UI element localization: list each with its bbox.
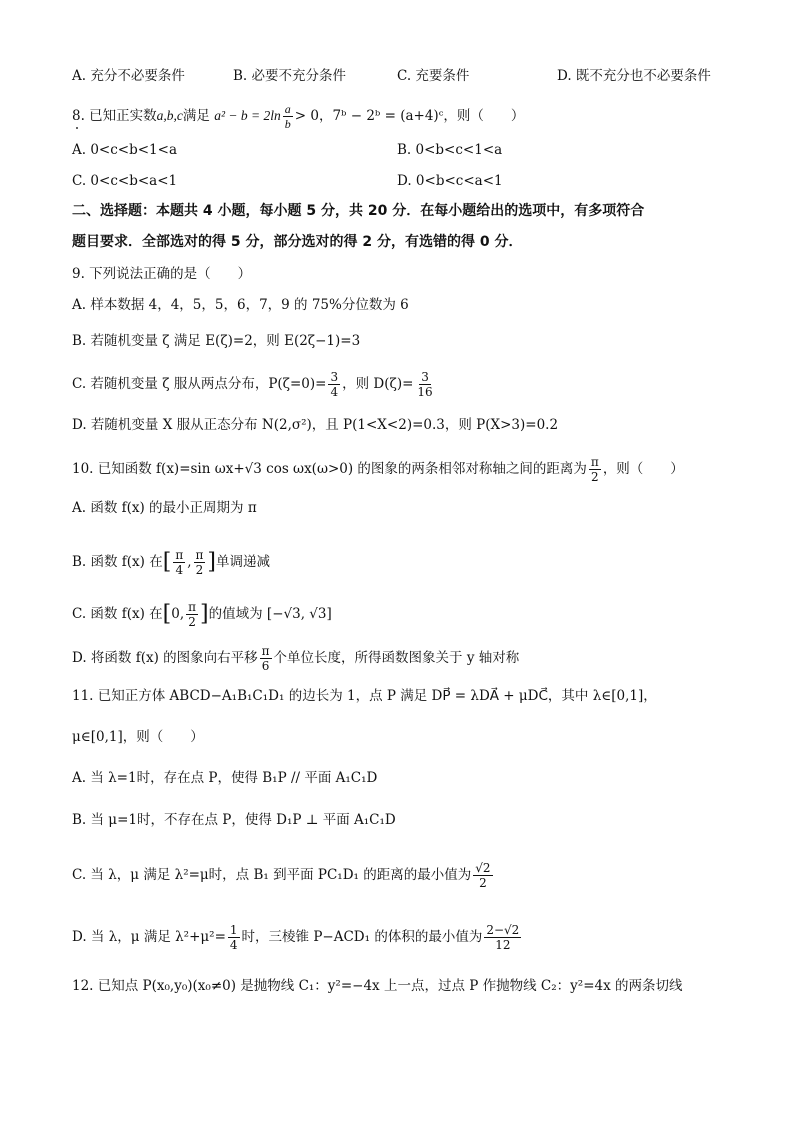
q8-fraction [283, 102, 293, 131]
q10-option-a: A. 函数 f(x) 的最小正周期为 π [72, 500, 257, 516]
q10-d-frac [260, 644, 272, 673]
frac-num: π [195, 548, 204, 562]
frac-den: 16 [417, 385, 433, 399]
frac-den: 2 [479, 876, 487, 890]
frac-num: π [175, 548, 184, 562]
q8-option-c: C. 0<c<b<a<1 [72, 173, 178, 189]
q8-stem-text: 8. 已知正实数 [72, 108, 157, 124]
q10-b-frac1 [173, 548, 185, 577]
q8-stem-text-b: 满足 [182, 108, 210, 124]
bracket-right: ] [200, 601, 209, 627]
q10-c-text-b: 的值域为 [−√3, √3] [208, 606, 332, 622]
q8-frac-num: a [284, 102, 291, 116]
frac-den: 4 [175, 563, 184, 577]
q10-option-b: B. 函数 f(x) 在[ $\frac{\pi}{4}$ , $\frac{\pi}{2}$ ]单调递减 [72, 548, 270, 577]
frac-den: 12 [495, 938, 511, 952]
bracket-right: ] [207, 549, 216, 575]
frac-num: √2 [475, 861, 491, 875]
q9-option-a: A. 样本数据 4，4，5，5，6，7，9 的 75%分位数为 6 [72, 297, 409, 313]
q10-stem [72, 455, 684, 484]
q8-eq2: > 0，7ᵇ − 2ᵇ = (a+4)ᶜ，则（ ） [294, 108, 525, 124]
q10-stem-text-b: ，则（ ） [602, 461, 684, 477]
frac-num: 1 [229, 923, 238, 937]
q9-option-d: D. 若随机变量 X 服从正态分布 N(2,σ²)，且 P(1<X<2)=0.3，则 P(X>3)=0.2 [72, 417, 559, 433]
section2-line1: 二、选择题：本题共 4 小题，每小题 5 分，共 20 分．在每小题给出的选项中，有多项符合 [72, 203, 645, 219]
q10-stem-frac [589, 455, 601, 484]
q8-vars: a,b,c [156, 108, 183, 123]
q10-b-text-a: B. 函数 f(x) 在 [72, 554, 163, 570]
q9-option-c [72, 370, 437, 399]
frac-den: 6 [261, 659, 270, 673]
bracket-left: [ [162, 549, 172, 575]
q7-option-c: C. 充要条件 [397, 68, 470, 84]
frac-den: 2 [195, 563, 204, 577]
q9-c-text-a: C. 若随机变量 ζ 服从两点分布，P(ζ=0)= [72, 376, 327, 392]
q10-d-text-a: D. 将函数 f(x) 的图象向右平移 [72, 650, 258, 666]
margin-dot [76, 127, 78, 129]
q9-stem: 9. 下列说法正确的是（ ） [72, 266, 252, 282]
q7-option-b: B. 必要不充分条件 [233, 68, 347, 84]
frac-num: π [261, 644, 270, 658]
frac-num: π [188, 600, 197, 614]
q11-c-frac [473, 861, 492, 890]
q10-c-text-a: C. 函数 f(x) 在 [72, 606, 163, 622]
frac-den: 2 [188, 615, 196, 629]
frac-den: 2 [591, 470, 599, 484]
q11-option-d [72, 923, 523, 952]
q11-d-frac1 [228, 923, 240, 952]
bracket-left: [ [162, 601, 172, 627]
q10-stem-text: 10. 已知函数 f(x)=sin ωx+√3 cos ωx(ω>0) 的图象的两条相邻对称轴之间的距离为 [72, 461, 587, 477]
frac-num: 3 [421, 370, 429, 384]
q10-option-c: C. 函数 f(x) 在[0, $\frac{\pi}{2}$ ]的值域为 [−√3, √3] [72, 600, 332, 629]
q9-c-frac1 [328, 370, 340, 399]
q8-eq1: a² − b = 2ln [214, 108, 281, 123]
q8-stem [72, 102, 524, 131]
frac-num: 2−√2 [486, 923, 520, 937]
q8-option-d: D. 0<b<c<a<1 [397, 173, 503, 189]
q10-option-d [72, 644, 519, 673]
q7-option-d: D. 既不充分也不必要条件 [557, 68, 711, 84]
q9-c-text-b: ，则 D(ζ)= [342, 376, 414, 392]
q8-option-b: B. 0<b<c<1<a [397, 142, 503, 158]
q11-d-text-a: D. 当 λ，μ 满足 λ²+μ²= [72, 929, 226, 945]
q10-b-frac2 [194, 548, 206, 577]
frac-num: π [590, 455, 599, 469]
q8-frac-den: b [284, 117, 291, 131]
q12-stem: 12. 已知点 P(x₀,y₀)(x₀≠0) 是抛物线 C₁：y²=−4x 上一点，过点 P 作抛物线 C₂：y²=4x 的两条切线 [72, 978, 683, 994]
q10-d-text-b: 个单位长度，所得函数图象关于 y 轴对称 [273, 650, 520, 666]
frac-num: 3 [330, 370, 339, 384]
q11-option-a: A. 当 λ=1时，存在点 P，使得 B₁P // 平面 A₁C₁D [72, 770, 378, 786]
q9-option-b: B. 若随机变量 ζ 满足 E(ζ)=2，则 E(2ζ−1)=3 [72, 333, 361, 349]
q10-c-frac [186, 600, 198, 629]
frac-den: 4 [330, 385, 339, 399]
q11-option-c [72, 861, 495, 890]
q11-stem-line1: 11. 已知正方体 ABCD−A₁B₁C₁D₁ 的边长为 1，点 P 满足 DP⃗ = λDA⃗ + μDC⃗，其中 λ∈[0,1]， [72, 688, 657, 704]
q11-c-text-a: C. 当 λ，μ 满足 λ²=μ时，点 B₁ 到平面 PC₁D₁ 的距离的最小值为 [72, 867, 472, 883]
section2-line2: 题目要求．全部选对的得 5 分，部分选对的得 2 分，有选错的得 0 分． [72, 234, 523, 250]
q11-stem-line2: μ∈[0,1]，则（ ） [72, 729, 204, 745]
q11-d-frac2 [484, 923, 521, 952]
q8-option-a: A. 0<c<b<1<a [72, 142, 178, 158]
q11-d-text-b: 时，三棱锥 P−ACD₁ 的体积的最小值为 [241, 929, 483, 945]
q9-c-frac2 [415, 370, 434, 399]
q10-b-text-b: 单调递减 [216, 554, 270, 570]
q7-option-a: A. 充分不必要条件 [72, 68, 185, 84]
q11-option-b: B. 当 μ=1时，不存在点 P，使得 D₁P ⊥ 平面 A₁C₁D [72, 812, 396, 828]
frac-den: 4 [229, 938, 238, 952]
